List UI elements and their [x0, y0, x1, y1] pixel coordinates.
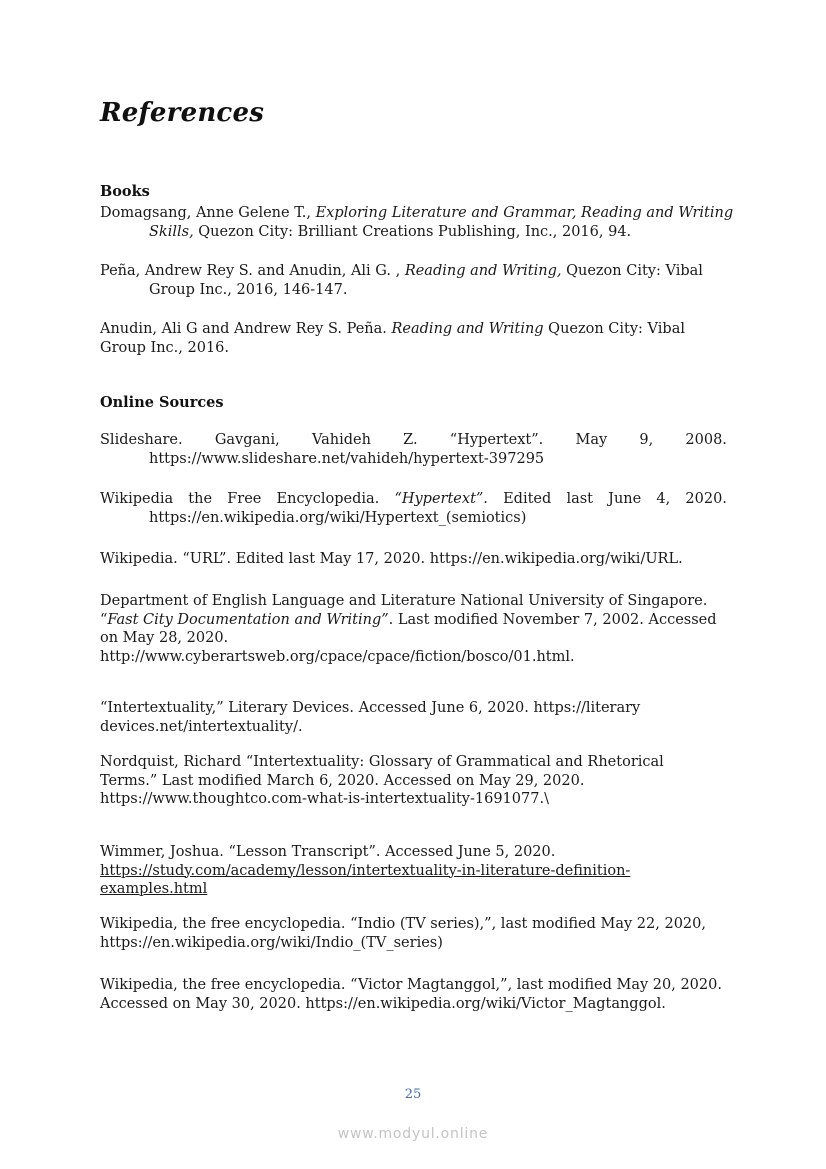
- book-reference: Domagsang, Anne Gelene T., Exploring Literature and Grammar, Reading and Writing Skills, Quezon City: Brilliant Creations Publishing, Inc., 2016, 94.: [100, 205, 734, 240]
- online-reference: Wikipedia, the free encyclopedia. “Indio (TV series),”, last modified May 22, 2020, https://en.wikipedia.org/wiki/Indio_(TV_series): [100, 916, 706, 951]
- online-reference: Slideshare. Gavgani, Vahideh Z. “Hypertext”. May 9, 2008. https://www.slideshare.net/vahideh/hypertext-397295: [100, 432, 727, 467]
- book-reference: Peña, Andrew Rey S. and Anudin, Ali G. , Reading and Writing, Quezon City: Vibal Group Inc., 2016, 146-147.: [100, 263, 703, 298]
- online-reference: Nordquist, Richard “Intertextuality: Glossary of Grammatical and Rhetorical Terms.” Last modified March 6, 2020. Accessed on May 29, 2020. https://www.thoughtco.com-what-is-intertextuality-1691077.\: [100, 754, 664, 808]
- study-com-link[interactable]: https://study.com/academy/lesson/intertextuality-in-literature-definition- examples.html: [100, 862, 631, 898]
- online-reference: Wimmer, Joshua. “Lesson Transcript”. Accessed June 5, 2020. https://study.com/academy/lesson/intertextuality-in-literature-definition- examples.html: [100, 843, 727, 899]
- page-title: References: [100, 98, 265, 128]
- online-reference: Wikipedia. “URL”. Edited last May 17, 2020. https://en.wikipedia.org/wiki/URL.: [100, 551, 683, 567]
- online-reference: Wikipedia, the free encyclopedia. “Victor Magtanggol,”, last modified May 20, 2020. Accessed on May 30, 2020. https://en.wikipedia.org/wiki/Victor_Magtanggol.: [100, 977, 722, 1012]
- online-sources-heading: Online Sources: [100, 394, 224, 411]
- watermark: www.modyul.online: [337, 1126, 489, 1142]
- book-reference: Anudin, Ali G and Andrew Rey S. Peña. Reading and Writing Quezon City: Vibal Group Inc., 2016.: [100, 321, 685, 356]
- online-reference: “Intertextuality,” Literary Devices. Accessed June 6, 2020. https://literary devices.net/intertextuality/.: [100, 700, 641, 735]
- online-reference: Wikipedia the Free Encyclopedia. “Hypertext”. Edited last June 4, 2020. https://en.wikipedia.org/wiki/Hypertext_(semiotics): [100, 491, 727, 526]
- online-reference: Department of English Language and Literature National University of Singapore. “Fast City Documentation and Writing”. Last modified November 7, 2002. Accessed on May 28, 2020. http://www.cyberartsweb.org/cpace/cpace/fiction/bosco/01.html.: [100, 593, 717, 665]
- page-number: 25: [404, 1087, 422, 1102]
- books-heading: Books: [100, 183, 150, 200]
